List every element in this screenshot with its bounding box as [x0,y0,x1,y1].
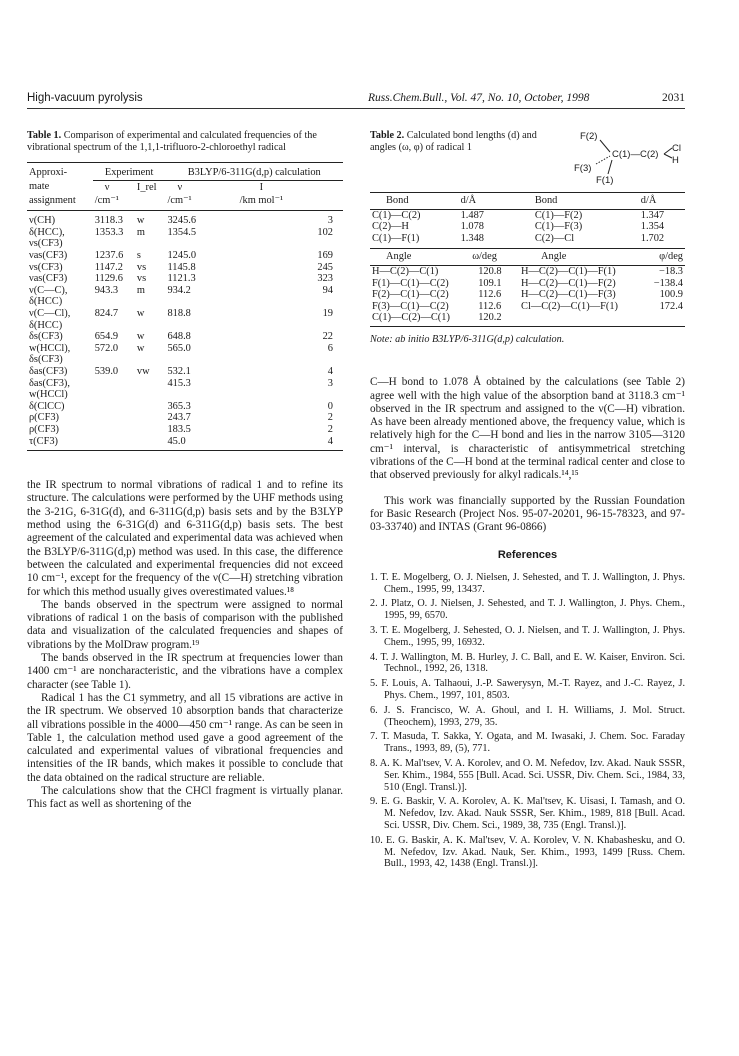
t1-cell: 2 [327,423,333,435]
paragraph: The bands observed in the spectrum were assigned to normal vibrations of radical 1 on the basis of comparison with the published data and visualization of the calculated frequencies and shapes of vibrations by the MolDraw program.¹⁹ [27,598,343,651]
t1-unit-3: /cm⁻¹ [165,194,237,211]
running-head-title: High-vacuum pyrolysis [27,92,143,104]
t1-head-calculation: B3LYP/6-311G(d,p) calculation [165,163,343,180]
t1-head-experiment: Experiment [93,163,166,180]
t1-cell: 654.9 [94,331,119,343]
t2-h1-1: d/Å [459,193,505,210]
t1-cell [238,296,343,308]
t1-cell: 1353.3 [94,226,124,238]
journal-citation: Russ.Chem.Bull., Vol. 47, No. 10, October, 1998 [368,92,590,104]
table-row [27,273,343,285]
reference-item: 5. F. Louis, A. Talhaoui, J.-P. Sawerysyn, M.-T. Rayez, and J.-C. Rayez, J. Phys. Chem., 1997, 101, 8503. [370,678,685,701]
t2-cell: H—C(2)—C(1) [372,265,439,277]
t1-cell: 4 [327,366,333,378]
t2-cell: C(1)—F(2) [534,209,583,221]
t2-cell: 172.4 [659,300,683,312]
table-row [370,278,685,290]
t2-cell: −138.4 [653,277,683,289]
t1-cell: 1245.0 [167,250,197,262]
t1-cell: 22 [322,331,333,343]
t1-cell [135,424,166,436]
table-row [370,233,685,245]
t1-cell [93,238,135,250]
t1-cell: vw [136,366,150,378]
t1-cell: 3 [327,377,333,389]
t1-cell: 3245.6 [167,215,197,227]
table1 [27,162,343,451]
t2-cell: C(1)—C(2) [372,209,421,221]
t1-cell [165,296,237,308]
t1-cell: 648.8 [167,331,191,343]
t1-cell: ν(C—Cl), [29,308,71,320]
t1-cell: 323 [317,273,333,285]
table-row [27,308,343,320]
t2-cell: H—C(2)—C(1)—F(1) [521,265,616,277]
t1-cell: 245 [317,261,333,273]
t1-cell: δ(ClCC) [29,400,65,412]
table-row [27,401,343,413]
body-left-text [27,479,343,811]
t1-cell: 3 [327,215,333,227]
t1-cell: 572.0 [94,342,119,354]
t1-cell: 415.3 [167,377,191,389]
t1-cell: νs(CF3) [29,238,63,250]
t2-cell [644,312,685,324]
t1-cell [165,320,237,332]
t1-cell: δas(CF3), [29,377,70,389]
table2-label: Table 2. [370,130,405,141]
reference-item: 10. E. G. Baskir, A. K. Mal'tsev, V. A. Korolev, V. N. Khabashesku, and O. M. Nefedov, Izv. Akad. Nauk, Ser. Khim., 1993, 1499 [Russ. Chem. Bull., 1993, 42, 1438 (Engl. Transl.)]. [370,834,685,870]
t1-cell [135,296,166,308]
paragraph: Radical 1 has the C1 symmetry, and all 15 vibrations are active in the IR spectrum. We observed 10 absorption bands that characterize all vibrations possible in the 4000—450 cm⁻¹ range. As can be seen in Table 1, the calculation method used gave a good agreement of the calculated and experimental values of vibrational frequencies and intensities of the IR bands, which makes it possible to conclude that the data obtained on the radical structure are reliable. [27,691,343,784]
t2-cell: −18.3 [658,265,683,277]
t1-cell: δs(CF3) [29,354,63,366]
struct-cl: Cl [672,143,681,154]
t2-cell: F(2)—C(1)—C(2) [372,289,449,301]
t1-cell [93,296,135,308]
t1-sub-3: ν [177,181,183,193]
t1-unit-2 [135,194,166,211]
t1-cell [93,401,135,413]
t1-cell [93,424,135,436]
t1-cell: δs(CF3) [29,331,63,343]
references-list [370,572,685,870]
t1-cell: 6 [327,342,333,354]
table-row [27,436,343,451]
t2-cell: 1.348 [460,232,484,244]
t2-cell: H—C(2)—C(1)—F(2) [521,277,616,289]
t1-sub-2: I_rel [136,181,157,193]
t1-cell: m [136,226,145,238]
t1-cell [135,401,166,413]
t1-cell: 45.0 [167,435,186,447]
t2-cell: C(2)—Cl [534,232,575,244]
t1-cell: 532.1 [167,366,191,378]
paragraph: the IR spectrum to normal vibrations of radical 1 and to refine its structure. The calculations were performed by the UHF methods using the 3-21G, 6-31G(d), and 6-311G(d,p) basis sets and by the B3LYP method using the 6-31G(d) and 6-311G(d,p) basis sets. The best agreement of the calculated and experimental data was achieved when the B3LYP/6-311G(d,p) method was used. In this case, the difference between the calculated and experimental frequencies did not exceed 10 cm⁻¹, except for the frequency of the ν(C—H) stretching vibration for which this method usually gives overestimated values.¹⁸ [27,479,343,598]
t2-cell: H—C(2)—C(1)—F(3) [521,289,616,301]
t2-cell: 100.9 [659,289,683,301]
t1-cell: 3118.3 [94,215,123,227]
reference-item: 9. E. G. Baskir, V. A. Korolev, A. K. Mal'tsev, K. Uisasi, I. Tamash, and O. M. Nefedov, Izv. Akad. Nauk SSSR, Ser. Khim., 1989, 818 [Bull. Acad. Sci. USSR, Div. Chem. Sci., 1989, 38, 735 (Engl. Transl.)]. [370,796,685,831]
t1-cell: 1145.8 [167,261,196,273]
t1-unit-0: assignment [27,194,93,211]
table-row [370,265,685,277]
t1-cell [135,436,166,451]
t1-unit-4: /km mol⁻¹ [238,194,343,211]
table1-caption [27,130,343,154]
t2-h2-3: φ/deg [644,249,685,266]
page-number: 2031 [662,92,685,104]
t1-cell [135,389,166,401]
t1-cell: 365.3 [167,400,191,412]
t2-h2-1: ω/deg [470,249,511,266]
t2-cell: 112.6 [478,289,502,301]
reference-item: 1. T. E. Mogelberg, O. J. Nielsen, J. Sehested, and T. J. Wallington, J. Phys. Chem., 1995, 99, 13437. [370,571,685,595]
t1-cell [93,412,135,424]
t1-cell: δ(HCC) [29,296,63,308]
t1-cell: νas(CF3) [29,273,68,285]
table-row [27,389,343,401]
t1-sub-1: ν [104,181,110,193]
t1-cell: w [136,308,145,320]
t1-cell [238,389,343,401]
table2-caption [370,130,560,154]
t1-cell: 0 [327,400,333,412]
t1-cell [165,389,237,401]
struct-bonds [574,130,684,190]
t2-cell: C(2)—H [372,221,409,233]
body-right-text [370,376,685,534]
t1-cell [93,354,135,366]
table1-label: Table 1. [27,130,62,141]
reference-item: 6. J. S. Francisco, W. A. Ghoul, and I. H. Williams, J. Mol. Struct. (Theochem), 1993, 279, 35. [370,704,685,728]
t1-cell: ν(CH) [29,215,56,227]
table-row [27,343,343,355]
t2-cell: C(1)—F(3) [534,221,583,233]
paragraph: This work was financially supported by the Russian Foundation for Basic Research (Project Nos. 95-07-20201, 96-15-78323, and 97-03-33740) and INTAS (Grant 96-0866) [370,494,685,534]
paragraph: The bands observed in the IR spectrum at frequencies lower than 1400 cm⁻¹ are noncharacteristic, and the vibrations have a complex character (see Table 1). [27,652,343,691]
t1-cell: vs [136,273,147,285]
t1-cell: ρ(CF3) [29,423,60,435]
table-row [27,424,343,436]
t2-h2-2: Angle [511,249,644,266]
t1-cell: νs(CF3) [29,261,63,273]
t1-cell: 94 [322,284,333,296]
reference-item: 3. T. E. Mogelberg, J. Sehested, O. J. Nielsen, and T. J. Wallington, J. Phys. Chem., 1995, 99, 16932. [370,624,685,648]
t1-cell: τ(CF3) [29,435,59,447]
table2-bonds [370,192,685,244]
t1-head-approx: Approxi- [29,167,68,179]
left-column [27,130,343,812]
t2-cell: 1.078 [460,221,484,233]
table2-angles [370,248,685,324]
t1-cell: 4 [327,435,333,447]
table-row [27,250,343,262]
t1-cell: 824.7 [94,308,119,320]
paragraph: C—H bond to 1.078 Å obtained by the calculations (see Table 2) agree well with the high value of the absorption band at 3118.3 cm⁻¹ observed in the IR spectrum and assigned to the ν(C—H) vibration. As have been already mentioned above, the frequency value, which is relatively high for the C—H bond and lies in the narrow 3105—3120 cm⁻¹ interval, is characteristic of antisymmetrical stretching vibrations of the C—H bond at the terminal radical center and close to that observed previously for alkyl radicals.¹⁴,¹⁵ [370,376,686,482]
t1-cell: 1147.2 [94,261,123,273]
table-row [27,238,343,250]
table-row [370,301,685,313]
t1-cell: 19 [322,308,333,320]
t1-sub-4: I [259,181,264,193]
struct-f1: F(1) [596,175,614,186]
t1-cell: m [136,284,145,296]
reference-item: 8. A. K. Mal'tsev, V. A. Korolev, and O. M. Nefedov, Izv. Akad. Nauk SSSR, Ser. Khim., 1984, 555 [Bull. Acad. Sci. USSR, Div. Chem. Sci., 1984, 33, 510 (Engl. Transl.)]. [370,757,686,793]
t2-cell: 112.6 [478,300,502,312]
table-row [27,331,343,343]
t1-cell: w [136,342,145,354]
paragraph: The calculations show that the CHCl fragment is virtually planar. This fact as well as shortening of the [27,785,343,811]
t1-cell [135,320,166,332]
t2-cell: C(1)—C(2)—C(1) [372,312,450,324]
struct-backbone: C(1)—C(2) [612,149,659,160]
t1-cell: ρ(CF3) [29,412,60,424]
table-row [370,289,685,301]
table-row [27,296,343,308]
t1-cell: w [136,215,145,227]
t2-cell: 1.354 [640,221,665,233]
t1-cell: 1129.6 [94,273,123,285]
t2-cell: C(1)—F(1) [372,232,420,244]
t2-cell: Cl—C(2)—C(1)—F(1) [521,300,618,312]
t1-cell [93,320,135,332]
t1-cell: 934.2 [167,284,191,296]
t2-cell: 120.2 [478,312,502,324]
t1-cell: δ(HCC) [29,319,63,331]
t1-cell: w(HCCl) [29,389,68,401]
t1-cell: 818.8 [167,308,191,320]
table-row [27,378,343,390]
t2-cell: 1.487 [460,209,484,221]
t2-h1-0: Bond [370,193,459,210]
t1-cell: w [136,331,145,343]
table-row [27,262,343,274]
struct-f3: F(3) [574,163,592,174]
t1-unit-1: /cm⁻¹ [93,194,135,211]
t1-cell: νas(CF3) [29,250,68,262]
t1-cell [93,389,135,401]
reference-item: 7. T. Masuda, T. Sakka, Y. Ogata, and M. Iwasaki, J. Chem. Soc. Faraday Trans., 1993, 89, (5), 771. [370,731,685,755]
references-title: References [497,548,558,561]
table-row [370,312,685,324]
t2-h2-0: Angle [370,249,470,266]
table-row [27,366,343,378]
right-column [370,130,685,873]
t1-cell [238,320,343,332]
t2-cell: 1.702 [640,232,665,244]
t1-cell: 1237.6 [94,250,124,262]
table-row [27,227,343,239]
running-head [27,92,685,109]
t1-cell [165,354,237,366]
t2-cell: 120.8 [478,265,502,277]
table-row [27,412,343,424]
struct-h: H [672,155,679,166]
table-row [370,221,685,233]
t1-cell: δas(CF3) [29,366,68,378]
t1-cell [135,238,166,250]
t2-h1-2: Bond [505,193,639,210]
t1-cell [238,238,343,250]
table-row [27,285,343,297]
t1-cell: 1121.3 [167,273,196,285]
t1-cell: 169 [317,250,333,262]
t1-cell [93,436,135,451]
table-row [27,354,343,366]
t1-cell [93,378,135,390]
table1-caption-text: Comparison of experimental and calculated frequencies of the vibrational spectrum of the 1,1,1-trifluoro-2-chloroethyl radical [27,130,317,154]
t1-cell: w(HCCl), [29,342,71,354]
reference-item: 2. J. Platz, O. J. Nielsen, J. Sehested, and T. J. Wallington, J. Phys. Chem., 1995, 99, 6570. [370,598,685,622]
t1-cell: δ(HCC), [29,226,65,238]
t1-sub-0: mate [29,181,50,193]
t1-cell [135,378,166,390]
table2-note: Note: ab initio B3LYP/6-311G(d,p) calculation. [370,333,565,345]
t1-cell: 565.0 [167,342,191,354]
table2-caption-text: Calculated bond lengths (d) and angles (ω, φ) of radical 1 [370,130,537,154]
t1-cell [135,412,166,424]
table-row [370,209,685,221]
t1-cell: vs [136,261,147,273]
t1-cell [165,238,237,250]
t2-h1-3: d/Å [639,193,685,210]
t1-cell: ν(C—C), [29,284,68,296]
t1-cell: 183.5 [167,423,191,435]
reference-item: 4. T. J. Wallington, M. B. Hurley, J. C. Ball, and E. W. Kaiser, Environ. Sci. Technol., 1992, 26, 1318. [370,651,685,675]
t2-cell: 109.1 [478,277,502,289]
t1-cell: 539.0 [94,366,119,378]
table-row [27,211,343,227]
t1-cell: 102 [317,226,333,238]
t2-cell [511,312,644,324]
t2-cell: F(1)—C(1)—C(2) [372,277,449,289]
t1-cell [238,354,343,366]
t2-cell: F(3)—C(1)—C(2) [372,300,449,312]
radical-structure [574,130,684,190]
table-row [27,320,343,332]
struct-f2: F(2) [580,131,598,142]
t2-cell: 1.347 [640,209,665,221]
t1-cell: 2 [327,412,333,424]
t1-cell: 943.3 [94,284,119,296]
table1-body [27,211,343,451]
t1-cell: 1354.5 [167,226,197,238]
t1-cell: 243.7 [167,412,191,424]
t1-cell [135,354,166,366]
t1-cell: s [136,250,141,262]
